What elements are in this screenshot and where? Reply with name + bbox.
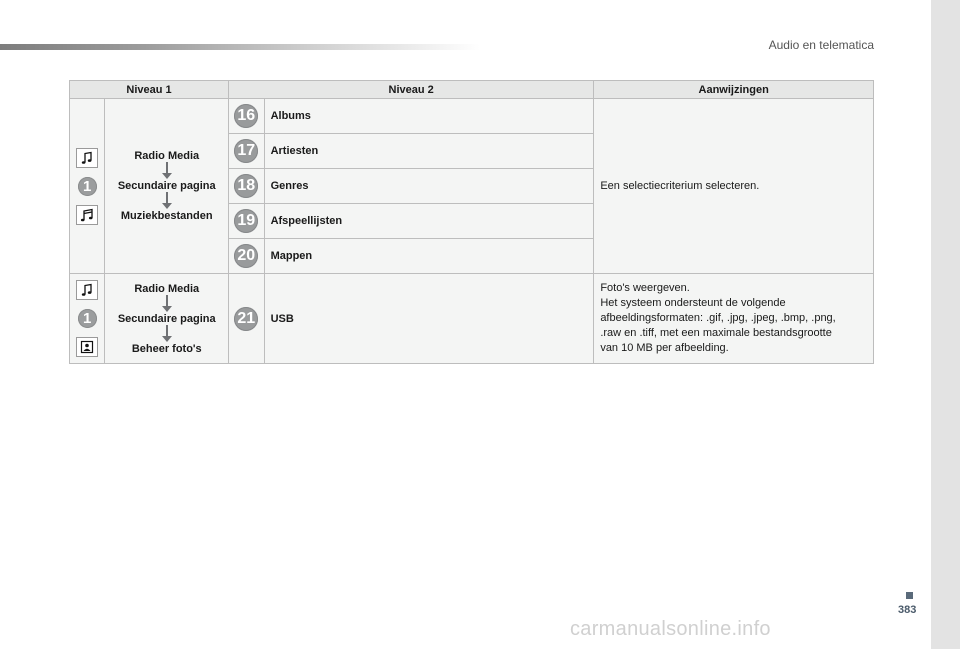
path-step: Muziekbestanden xyxy=(120,210,213,222)
level2-label: Albums xyxy=(264,99,594,134)
step-number-badge: 1 xyxy=(78,177,97,196)
music-note-icon xyxy=(76,148,98,168)
table-row xyxy=(70,274,874,364)
menu-table xyxy=(69,80,874,364)
note-line: Foto's weergeven. xyxy=(600,282,690,294)
note-line: van 10 MB per afbeelding. xyxy=(600,342,729,354)
notes-cell: Een selectiecriterium selecteren. xyxy=(594,99,874,274)
level1-icons-cell xyxy=(70,274,105,364)
badge-cell xyxy=(229,274,265,364)
level2-label: Artiesten xyxy=(264,134,594,169)
page-marker xyxy=(906,592,913,599)
level2-label: Mappen xyxy=(264,239,594,274)
page-number: 383 xyxy=(898,604,917,616)
music-notes-icon xyxy=(76,205,98,225)
arrow-down-icon xyxy=(162,325,172,343)
music-note-icon xyxy=(76,280,98,300)
header-gradient-bar xyxy=(0,44,480,50)
level1-path-cell xyxy=(105,274,229,364)
arrow-down-icon xyxy=(162,192,172,210)
notes-cell xyxy=(594,274,874,364)
path-step: Secundaire pagina xyxy=(117,312,216,325)
step-number-badge: 1 xyxy=(78,309,97,328)
photo-icon xyxy=(76,337,98,357)
table-row xyxy=(70,99,874,134)
item-number-badge: 16 xyxy=(234,104,258,128)
level2-label: Genres xyxy=(264,169,594,204)
level1-path-cell xyxy=(105,99,229,274)
note-line: afbeeldingsformaten: .gif, .jpg, .jpeg, .bmp, .png, xyxy=(600,312,836,324)
column-header-level2: Niveau 2 xyxy=(229,81,594,99)
badge-cell xyxy=(229,99,265,134)
level2-label: Afspeellijsten xyxy=(264,204,594,239)
badge-cell xyxy=(229,169,265,204)
arrow-down-icon xyxy=(162,162,172,180)
note-line: Het systeem ondersteunt de volgende xyxy=(600,297,786,309)
badge-cell xyxy=(229,134,265,169)
path-step: Beheer foto's xyxy=(131,342,202,355)
item-number-badge: 20 xyxy=(234,244,258,268)
item-number-badge: 17 xyxy=(234,139,258,163)
badge-cell xyxy=(229,204,265,239)
page-side-margin xyxy=(931,0,960,649)
level1-icons-cell xyxy=(70,99,105,274)
note-line: .raw en .tiff, met een maximale bestandsgrootte xyxy=(600,327,832,339)
level2-label: USB xyxy=(264,274,594,364)
column-header-notes: Aanwijzingen xyxy=(594,81,874,99)
item-number-badge: 18 xyxy=(234,174,258,198)
section-title: Audio en telematica xyxy=(768,38,874,52)
path-step: Radio Media xyxy=(134,282,200,295)
item-number-badge: 19 xyxy=(234,209,258,233)
path-step: Secundaire pagina xyxy=(117,180,216,192)
watermark: carmanualsonline.info xyxy=(570,618,771,640)
item-number-badge: 21 xyxy=(234,307,258,331)
arrow-down-icon xyxy=(162,295,172,313)
table-header-row xyxy=(70,81,874,99)
path-step: Radio Media xyxy=(134,150,200,162)
badge-cell xyxy=(229,239,265,274)
column-header-level1: Niveau 1 xyxy=(70,81,229,99)
